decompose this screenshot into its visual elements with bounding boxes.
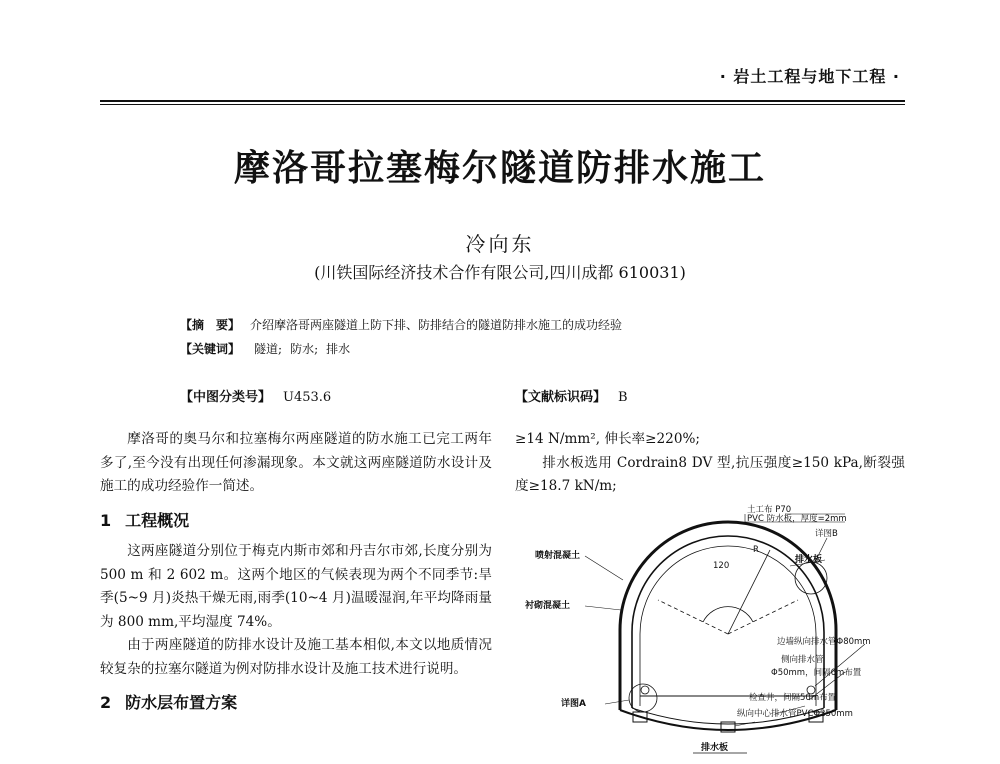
label-geotextile: 土工布 P70 bbox=[747, 505, 792, 515]
section-heading-1: 1 工程概况 bbox=[100, 510, 190, 530]
keyword-item: 隧道; bbox=[254, 342, 283, 356]
label-lateral-pipe-spacing: Φ50mm，间隔6m布置 bbox=[771, 668, 862, 678]
clc-number bbox=[180, 386, 331, 405]
doc-code-value: B bbox=[618, 390, 628, 405]
abstract-text: 介绍摩洛哥两座隧道上防下排、防排结合的隧道防排水施工的成功经验 bbox=[250, 318, 623, 332]
tunnel-diagram bbox=[515, 500, 905, 760]
label-pvc-sheet: PVC 防水板，厚度=2mm bbox=[747, 514, 847, 524]
document-code bbox=[515, 386, 628, 405]
label-inspection-well: 检查井，间隔50m布置 bbox=[749, 693, 837, 703]
tunnel-outer-lining bbox=[620, 522, 836, 710]
keyword-item: 防水; bbox=[290, 342, 319, 356]
label-detail-a: 详图A bbox=[561, 699, 586, 709]
keywords-label: 【关键词】 bbox=[180, 342, 241, 356]
overview-paragraph: 这两座隧道分别位于梅克内斯市郊和丹吉尔市郊,长度分别为 500 m 和 2 602 m。这两个地区的气候表现为两个不同季节:旱季(5~9 月)炎热干燥无雨,雨季(10~4 月)温暖湿润,年平均降雨量为 800 mm,平均湿度 74%。 bbox=[100, 543, 492, 630]
right-column bbox=[515, 428, 905, 499]
label-side-drain: 边墙纵向排水管Φ80mm bbox=[777, 637, 871, 647]
radius-r-line bbox=[728, 550, 770, 634]
author-affiliation: (川铁国际经济技术合作有限公司,四川成都 610031) bbox=[314, 263, 686, 282]
label-shotcrete: 喷射混凝土 bbox=[535, 551, 581, 561]
tunnel-cross-section-figure bbox=[515, 500, 905, 760]
label-lateral-pipe: 侧向排水管 bbox=[781, 655, 824, 665]
radius-line-left bbox=[658, 600, 728, 634]
doc-code-label: 【文献标识码】 bbox=[515, 390, 607, 405]
section-heading-2: 2 防水层布置方案 bbox=[100, 693, 238, 712]
label-radius: R bbox=[753, 545, 759, 555]
header-rule-thin bbox=[100, 104, 905, 105]
overview-paragraph-2: 由于两座隧道的防排水设计及施工基本相似,本文以地质情况较复杂的拉塞尔隧道为例对防排水设计及施工技术进行说明。 bbox=[100, 637, 492, 677]
label-angle: 120 bbox=[713, 561, 730, 571]
radius-line-right bbox=[728, 600, 798, 634]
paper-title: 摩洛哥拉塞梅尔隧道防排水施工 bbox=[233, 147, 766, 189]
abstract-label: 【摘 要】 bbox=[180, 318, 241, 332]
header-rule-thick bbox=[100, 100, 905, 102]
label-center-drain: 纵向中心排水管PVCΦ250mm bbox=[737, 709, 853, 719]
intro-paragraph: 摩洛哥的奥马尔和拉塞梅尔两座隧道的防水施工已完工两年多了,至今没有出现任何渗漏现象。本文就这两座隧道防水设计及施工的成功经验作一简述。 bbox=[100, 431, 492, 494]
clc-label: 【中图分类号】 bbox=[180, 390, 272, 405]
label-drain-board-caption: 排水板 bbox=[701, 743, 729, 753]
keyword-item: 排水 bbox=[326, 342, 351, 356]
journal-section-header: · 岩土工程与地下工程 · bbox=[719, 67, 900, 86]
side-drain-left bbox=[641, 686, 649, 694]
label-lining-concrete: 衬砌混凝土 bbox=[525, 601, 571, 611]
detail-a-circle bbox=[629, 684, 657, 712]
abstract-line bbox=[180, 316, 622, 333]
left-column bbox=[100, 428, 492, 723]
spec-continuation: ≥14 N/mm², 伸长率≥220%; bbox=[515, 431, 700, 447]
keywords-line bbox=[180, 340, 354, 357]
author-name: 冷向东 bbox=[465, 232, 535, 256]
clc-value: U453.6 bbox=[283, 390, 332, 405]
angle-arc bbox=[703, 607, 753, 622]
label-drain-board: 排水板 bbox=[795, 555, 823, 565]
drain-board-spec: 排水板选用 Cordrain8 DV 型,抗压强度≥150 kPa,断裂强度≥18.7 kN/m; bbox=[515, 454, 905, 494]
label-detail-b: 详图B bbox=[815, 529, 838, 539]
